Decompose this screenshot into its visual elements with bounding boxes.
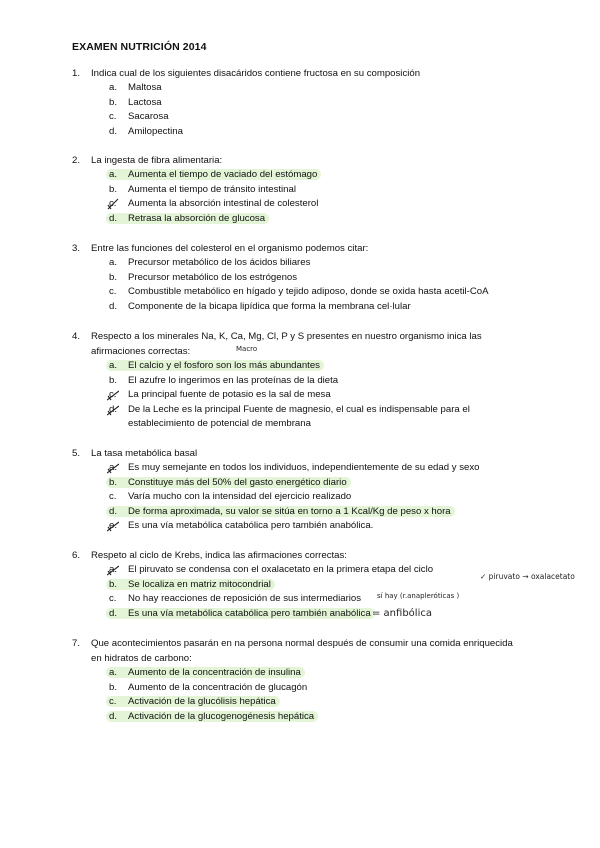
option-d: [109, 607, 532, 622]
cross-out-mark-icon: [107, 564, 119, 576]
question-text: La ingesta de fibra alimentaria:: [91, 155, 223, 166]
handwritten-note-anfibolica: = anfibólica: [372, 608, 432, 619]
question-number: 6.: [72, 550, 81, 561]
question-text: Que acontecimientos pasarán en na persona normal después de consumir una comida enriquecida: [91, 638, 513, 649]
option-d: [109, 505, 532, 520]
option-a: [109, 168, 532, 183]
option-c: c. Varía mucho con la intensidad del ejercicio realizado: [109, 491, 352, 502]
option-d: [109, 212, 532, 227]
option-c: c. Combustible metabólico en hígado y tejido adiposo, donde se oxida hasta acetil-CoA: [109, 286, 489, 297]
question-number: 1.: [72, 68, 81, 79]
question-4: [72, 329, 532, 432]
highlighted-answer: a. El calcio y el fosforo son los más abundantes: [106, 360, 324, 371]
question-text: Respeto al ciclo de Krebs, indica las afirmaciones correctas:: [91, 550, 347, 561]
option-a: a. Maltosa: [109, 82, 162, 93]
question-number: 5.: [72, 448, 81, 459]
handwritten-note-piruvato: ✓ piruvato → oxalacetato: [480, 572, 575, 581]
cross-out-mark-icon: [107, 520, 119, 532]
cross-out-mark-icon: [107, 404, 119, 416]
option-d: d. De la Leche es la principal Fuente de magnesio, el cual es indispensable para el: [109, 403, 470, 415]
question-2: [72, 153, 532, 226]
option-b: [109, 578, 532, 593]
option-d: d. Amilopectina: [109, 125, 183, 137]
highlighted-answer: d. Retrasa la absorción de glucosa: [106, 213, 269, 224]
option-b: b. Aumento de la concentración de glucagón: [109, 681, 308, 693]
option-a: a. Es muy semejante en todos los individuos, independientemente de su edad y sexo: [109, 462, 480, 473]
option-a: a. Precursor metabólico de los ácidos biliares: [109, 257, 311, 268]
option-c: c. No hay reacciones de reposición de sus intermediarios: [109, 593, 362, 604]
highlighted-answer: b. Constituye más del 50% del gasto energético diario: [106, 477, 351, 488]
question-text: Entre las funciones del colesterol en el organismo podemos citar:: [91, 243, 369, 254]
option-b: b. Aumenta el tiempo de tránsito intestinal: [109, 183, 296, 195]
option-c: [109, 695, 532, 710]
cross-out-mark-icon: [107, 389, 119, 401]
question-text: La tasa metabólica basal: [91, 448, 198, 459]
option-d: [109, 710, 532, 725]
highlighted-answer: a. Aumento de la concentración de insulina: [106, 667, 305, 678]
handwritten-note-macro: Macro: [236, 345, 258, 353]
handwritten-note-si-hay: sí hay (r.anapleróticas ): [377, 592, 460, 600]
cross-out-mark-icon: [107, 462, 119, 474]
option-d: d. Componente de la bicapa lipídica que forma la membrana cel·lular: [109, 300, 411, 312]
option-c: c. Aumenta la absorción intestinal de colesterol: [109, 198, 319, 209]
option-c: c. La principal fuente de potasio es la sal de mesa: [109, 389, 331, 400]
highlighted-answer: a. Aumenta el tiempo de vaciado del estómago: [106, 169, 321, 180]
question-number: 2.: [72, 155, 81, 166]
option-b: b. El azufre lo ingerimos en las proteínas de la dieta: [109, 374, 339, 386]
highlighted-answer: d. De forma aproximada, su valor se sitúa en torno a 1 Kcal/Kg de peso x hora: [106, 506, 455, 517]
option-c: c. Sacarosa: [109, 111, 169, 122]
option-a: a. El piruvato se condensa con el oxalacetato en la primera etapa del ciclo: [109, 564, 434, 575]
option-b: [109, 476, 532, 491]
question-number: 3.: [72, 243, 81, 254]
exam-title: EXAMEN NUTRICIÓN 2014: [72, 41, 207, 53]
option-b: b. Precursor metabólico de los estrógenos: [109, 271, 298, 283]
question-text-continued: en hidratos de carbono:: [91, 653, 192, 664]
highlighted-answer: d. Es una vía metabólica catabólica pero también anabólica: [106, 608, 375, 619]
question-text-continued: afirmaciones correctas:: [91, 346, 191, 357]
option-e: e. Es una vía metabólica catabólica pero también anabólica.: [109, 520, 374, 531]
question-5: [72, 446, 532, 534]
highlighted-answer: c. Activación de la glucólisis hepática: [106, 696, 280, 707]
question-number: 7.: [72, 638, 81, 649]
option-b: b. Lactosa: [109, 96, 162, 108]
question-7: [72, 636, 532, 724]
option-a: [109, 666, 532, 681]
question-1: [72, 66, 532, 139]
highlighted-answer: b. Se localiza en matriz mitocondrial: [106, 579, 275, 590]
question-text: Indica cual de los siguientes disacáridos contiene fructosa en su composición: [91, 68, 421, 79]
highlighted-answer: d. Activación de la glucogenogénesis hepática: [106, 711, 318, 722]
question-number: 4.: [72, 331, 81, 342]
option-d-continued: establecimiento de potencial de membrana: [128, 418, 311, 429]
question-6: [72, 548, 532, 621]
option-a: [109, 359, 532, 374]
question-3: [72, 241, 532, 314]
question-text: Respecto a los minerales Na, K, Ca, Mg, Cl, P y S presentes en nuestro organismo inica las: [91, 331, 482, 342]
cross-out-mark-icon: [107, 198, 119, 210]
